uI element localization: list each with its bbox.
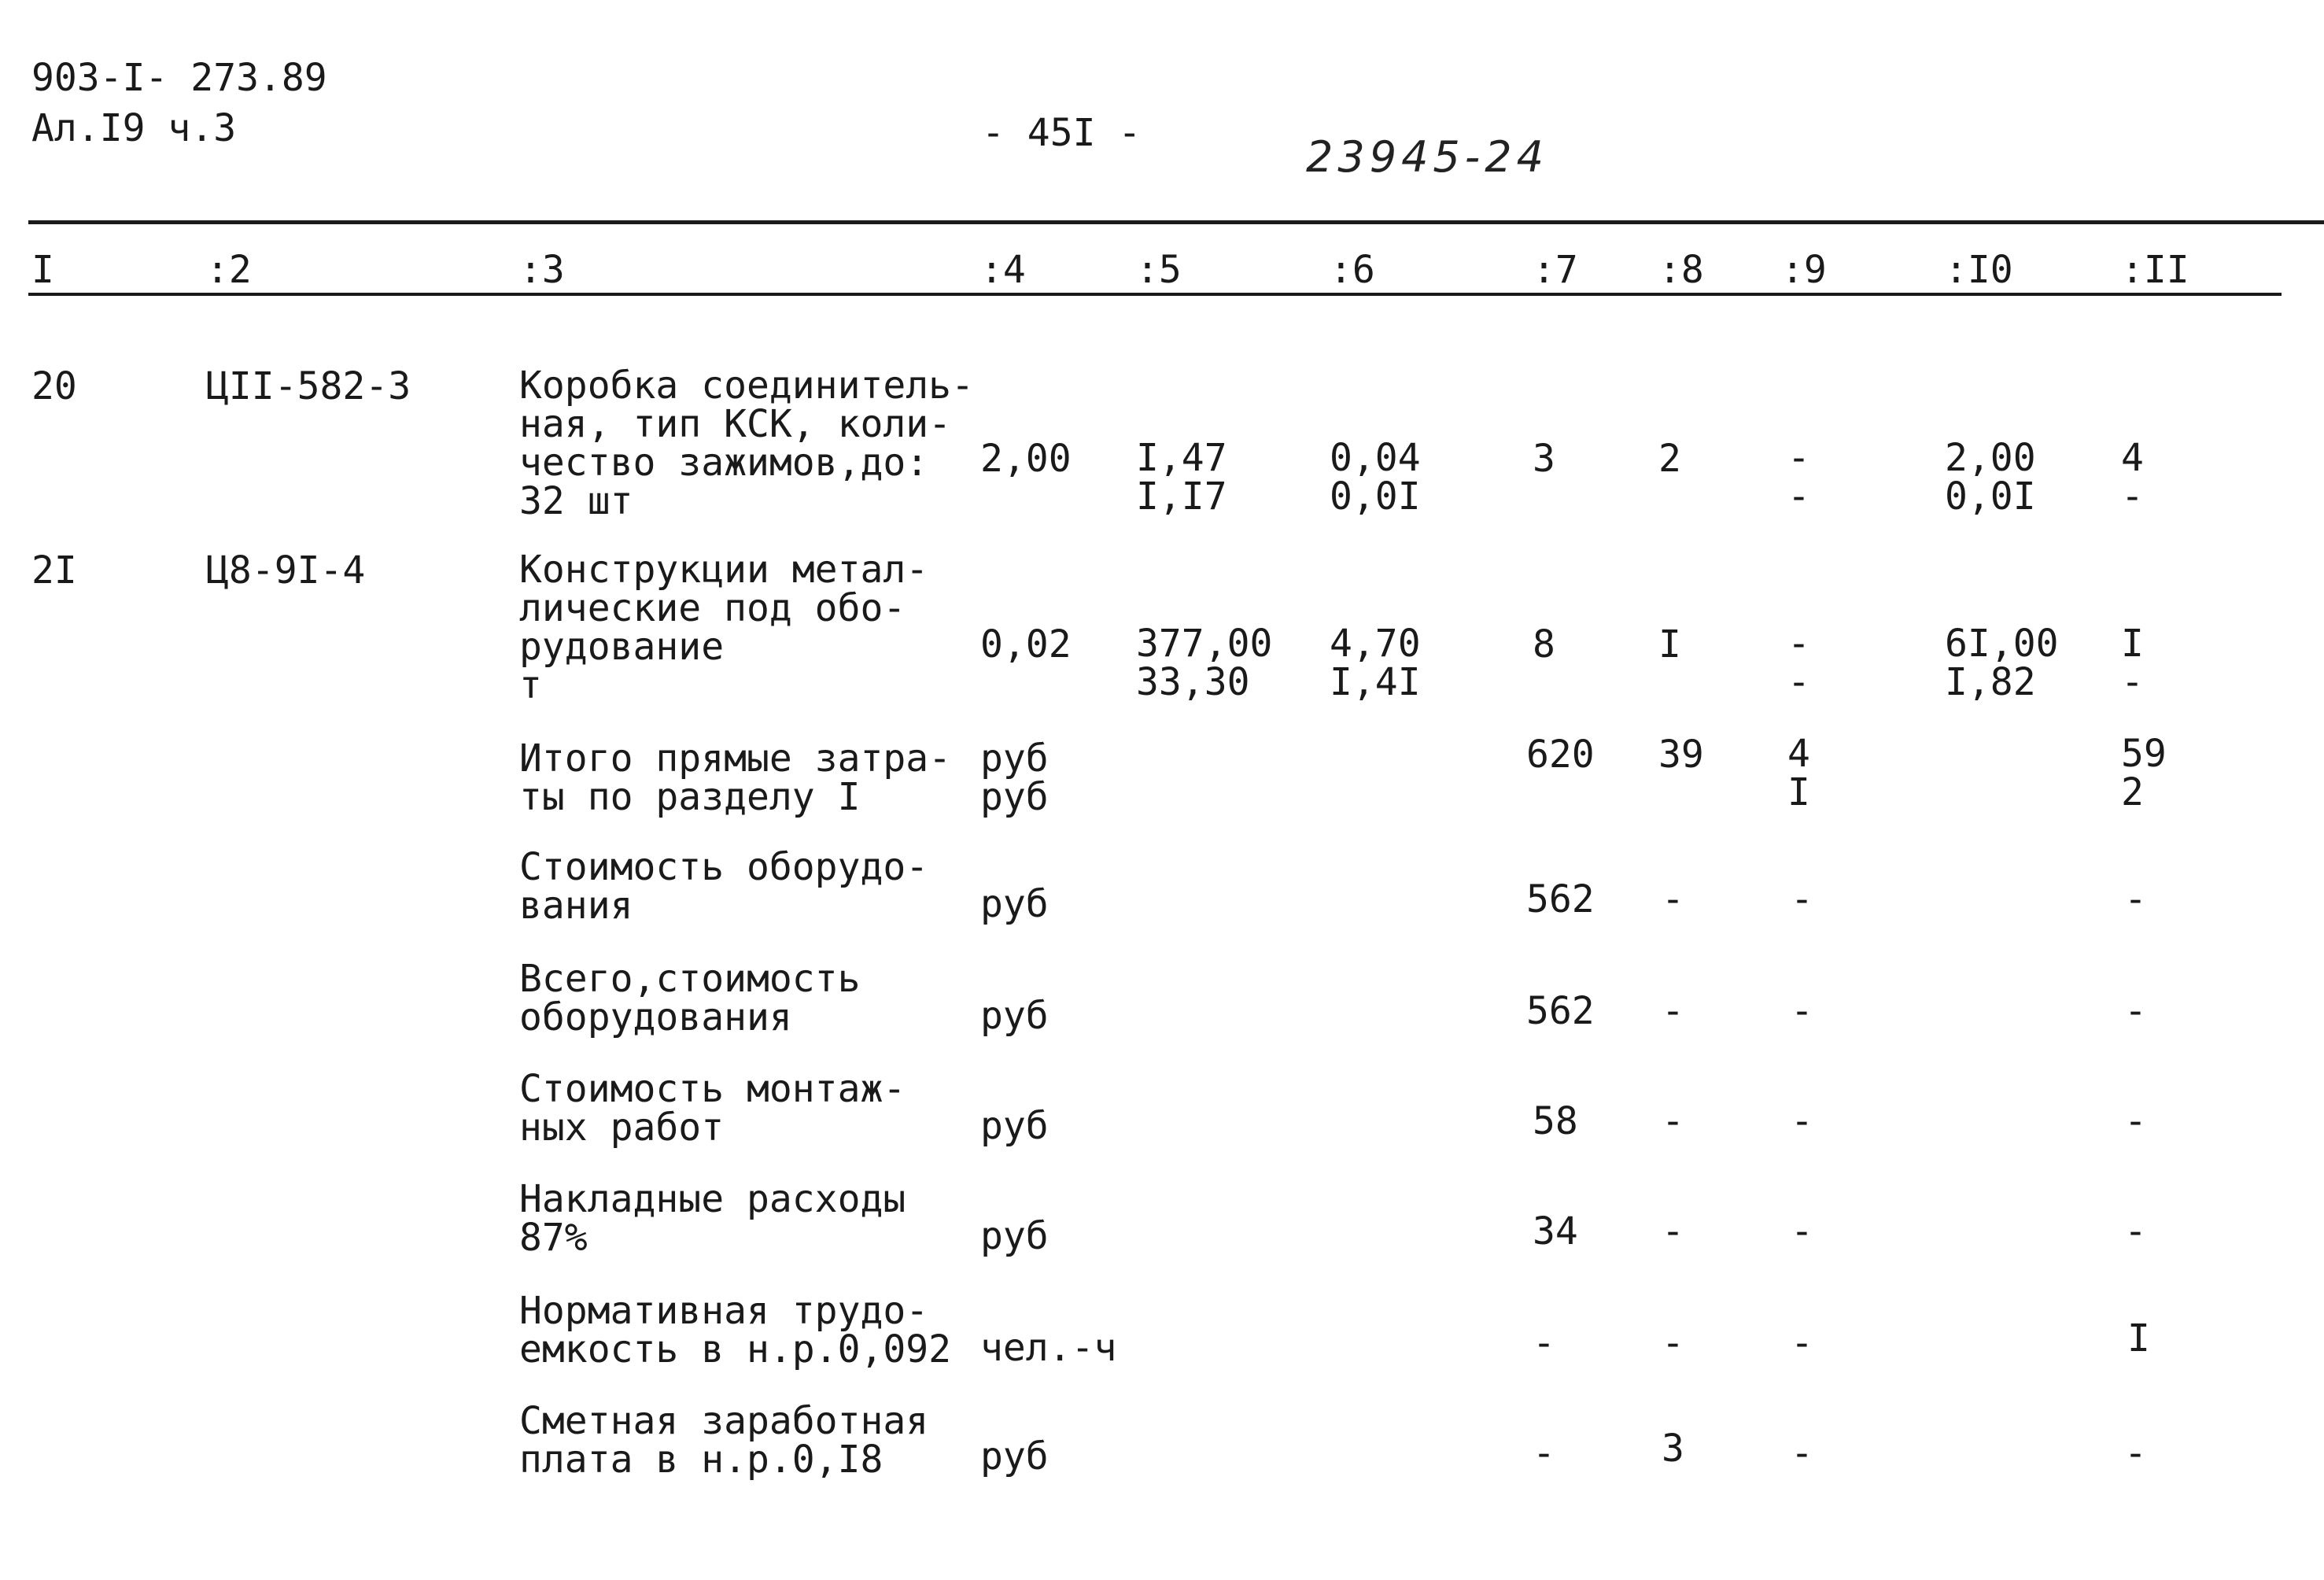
table-top-rule	[28, 220, 2324, 224]
summary-col9: -	[1791, 877, 1813, 921]
column-header: :2	[206, 248, 252, 292]
summary-col9: 4 I	[1787, 732, 1810, 814]
total-wages: 2	[1658, 437, 1681, 481]
summary-col8: 39	[1658, 733, 1704, 777]
quantity: 0,02	[980, 622, 1072, 666]
labor-unit: 6I,00 I,82	[1945, 622, 2059, 704]
summary-col11: -	[2124, 989, 2147, 1033]
summary-unit: руб	[980, 994, 1049, 1038]
item-description: Конструкции метал- лические под обо- рудование т	[519, 548, 929, 707]
summary-col11: 59 2	[2121, 732, 2167, 814]
summary-unit: руб	[980, 1214, 1049, 1258]
rate-code: Ц8-9I-4	[206, 548, 366, 592]
summary-col7: 58	[1533, 1099, 1578, 1143]
column-header: :8	[1658, 248, 1704, 292]
unit-cost: 377,00 33,30	[1136, 622, 1273, 704]
summary-label: Стоимость оборудо- вания	[519, 845, 929, 928]
summary-col8: -	[1662, 1099, 1684, 1143]
row-number: 2I	[31, 548, 77, 592]
summary-unit: руб	[980, 882, 1049, 926]
summary-col11: -	[2124, 877, 2147, 921]
column-header: :3	[519, 248, 565, 292]
summary-col7: 562	[1526, 989, 1595, 1033]
item-description: Коробка соединитель- ная, тип КСК, коли- чество зажимов,до: 32 шт	[519, 364, 974, 523]
column-header: :7	[1533, 248, 1578, 292]
summary-label: Итого прямые затра- ты по разделу I	[519, 736, 952, 819]
summary-col9: -	[1791, 1209, 1813, 1253]
total-cost: 8	[1533, 622, 1555, 666]
document-code: 903-I- 273.89	[31, 56, 327, 100]
column-header: :9	[1781, 248, 1827, 292]
rate-code: ЦII-582-3	[206, 364, 411, 408]
summary-col8: 3	[1662, 1427, 1684, 1471]
handwritten-inventory-number: 23945-24	[1306, 132, 1548, 182]
labor-unit: 2,00 0,0I	[1945, 436, 2036, 519]
summary-label: Стоимость монтаж- ных работ	[519, 1067, 906, 1150]
summary-label: Нормативная трудо- емкость в н.р.0,092	[519, 1289, 952, 1371]
summary-unit: руб	[980, 1104, 1049, 1148]
summary-unit: чел.-ч	[980, 1326, 1117, 1370]
column-header: I	[31, 248, 54, 292]
summary-col8: -	[1662, 1321, 1684, 1365]
summary-label: Всего,стоимость оборудования	[519, 957, 861, 1039]
summary-col9: -	[1791, 989, 1813, 1033]
column-header: :5	[1136, 248, 1182, 292]
summary-unit: руб	[980, 1434, 1049, 1478]
summary-unit: руб руб	[980, 736, 1049, 819]
column-header: :II	[2121, 248, 2189, 292]
summary-col8: -	[1662, 877, 1684, 921]
summary-col9: -	[1791, 1099, 1813, 1143]
total-wages: I	[1658, 622, 1681, 666]
quantity: 2,00	[980, 437, 1072, 481]
summary-col7: -	[1533, 1321, 1555, 1365]
summary-col11: -	[2124, 1431, 2147, 1475]
unit-cost-secondary: 4,70 I,4I	[1330, 622, 1421, 704]
summary-col9: -	[1791, 1321, 1813, 1365]
page-number: - 45I -	[982, 111, 1142, 155]
unit-cost: I,47 I,I7	[1136, 436, 1227, 519]
summary-col7: -	[1533, 1431, 1555, 1475]
album-reference: Ал.I9 ч.3	[31, 106, 237, 150]
labor-total: 4 -	[2121, 436, 2144, 519]
machine-cost: - -	[1787, 622, 1810, 704]
column-header: :6	[1330, 248, 1375, 292]
summary-label: Сметная заработная плата в н.р.0,I8	[519, 1399, 929, 1482]
summary-col11: -	[2124, 1099, 2147, 1143]
summary-label: Накладные расходы 87%	[519, 1177, 906, 1260]
summary-col11: -	[2124, 1209, 2147, 1253]
machine-cost: - -	[1787, 436, 1810, 519]
summary-col7: 34	[1533, 1209, 1578, 1253]
summary-col11: I	[2127, 1316, 2150, 1360]
column-header: :4	[980, 248, 1026, 292]
summary-col9: -	[1791, 1431, 1813, 1475]
labor-total: I -	[2121, 622, 2144, 704]
unit-cost-secondary: 0,04 0,0I	[1330, 436, 1421, 519]
total-cost: 3	[1533, 437, 1555, 481]
summary-col7: 562	[1526, 877, 1595, 921]
summary-col7: 620	[1526, 733, 1595, 777]
column-header: :I0	[1945, 248, 2013, 292]
summary-col8: -	[1662, 989, 1684, 1033]
summary-col8: -	[1662, 1209, 1684, 1253]
row-number: 20	[31, 364, 77, 408]
column-header-rule	[28, 293, 2282, 296]
